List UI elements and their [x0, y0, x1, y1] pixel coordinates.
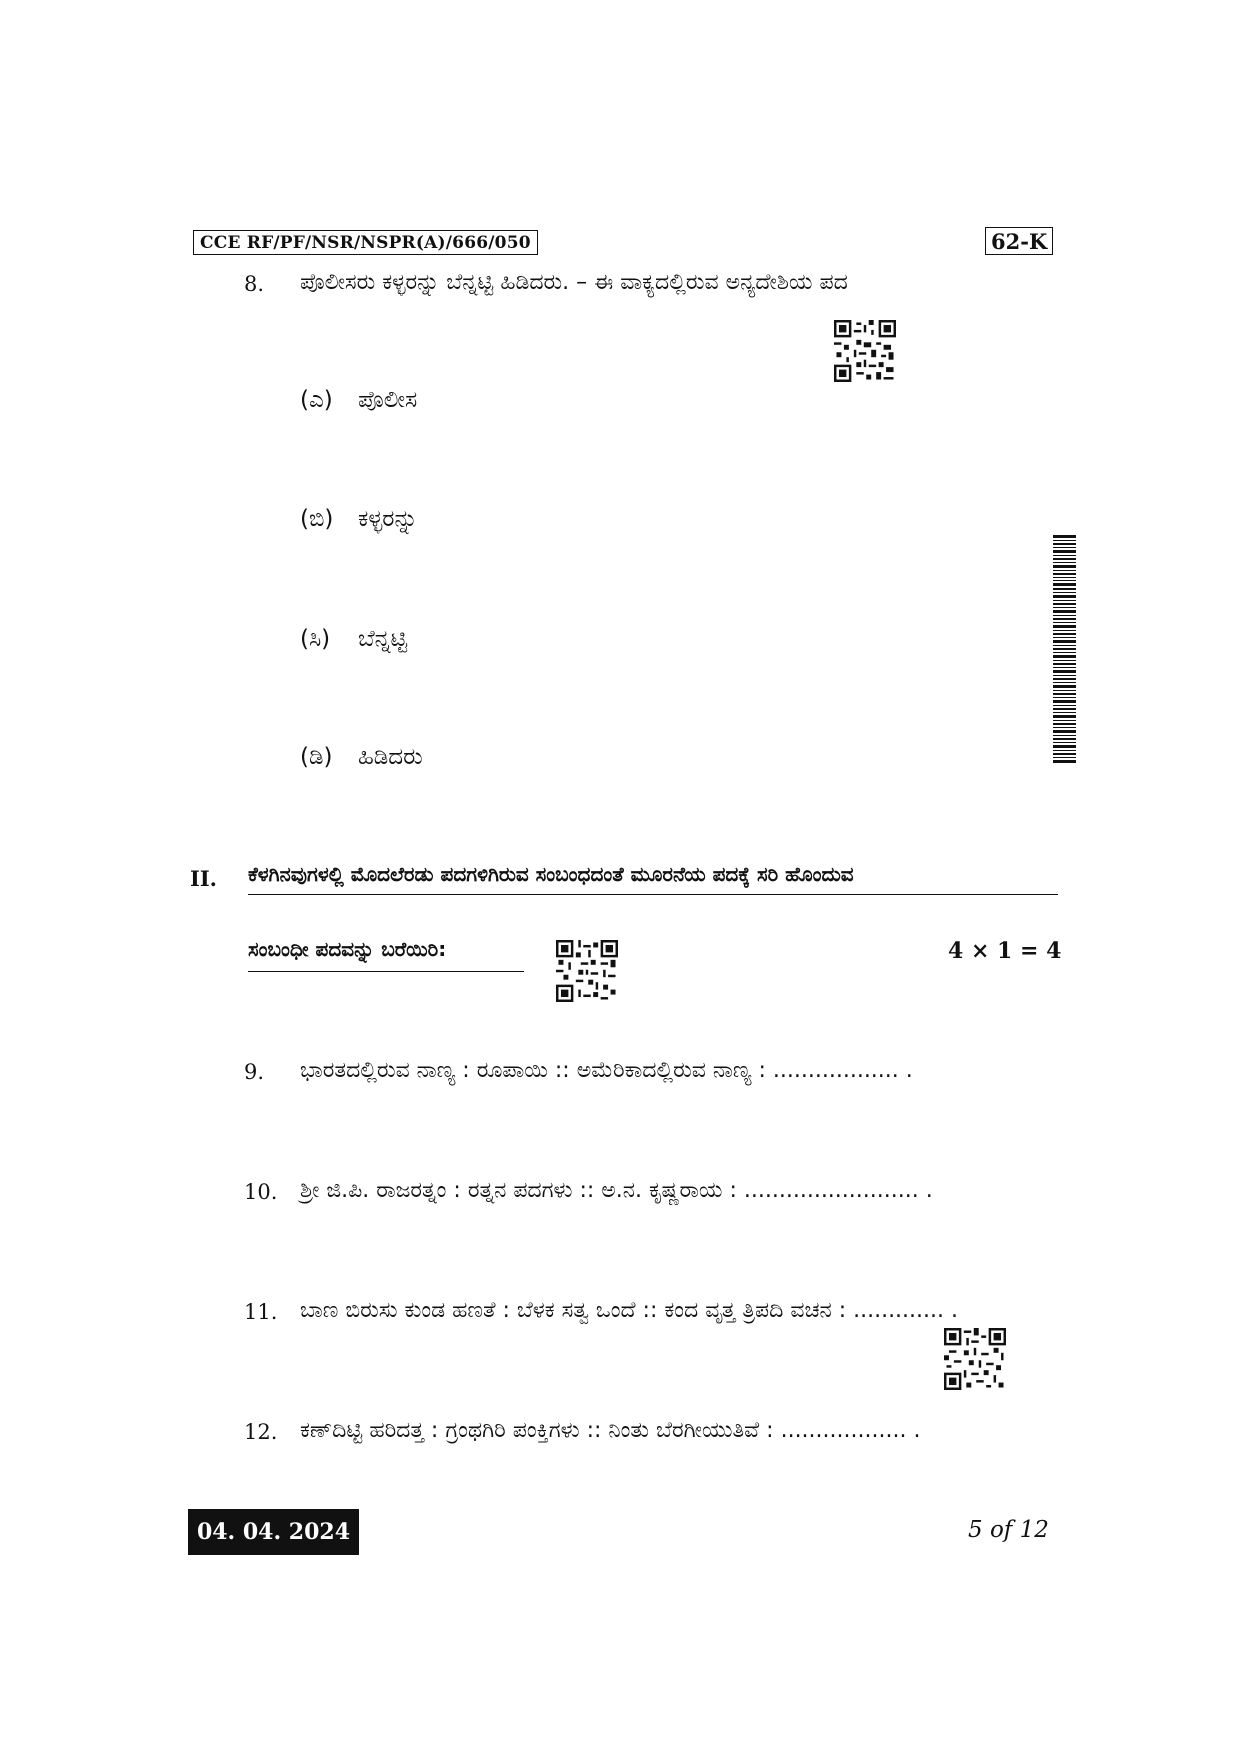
- option-c-text: ಬೆನ್ನಟ್ಟಿ: [358, 626, 408, 652]
- section-marks: 4 × 1 = 4: [948, 938, 1062, 964]
- option-a-label: (ಎ): [300, 387, 333, 413]
- question-12-number: 12.: [244, 1420, 278, 1444]
- question-10-number: 10.: [244, 1180, 278, 1204]
- question-11-text: ಬಾಣ ಬಿರುಸು ಕುಂಡ ಹಣತೆ : ಬೆಳಕ ಸತ್ವ ಒಂದೆ :: ಕಂದ ವೃತ್ತ ತ್ರಿಪದಿ ವಚನ : ............. .: [300, 1298, 958, 1323]
- question-11-number: 11.: [244, 1300, 278, 1324]
- question-9-number: 9.: [244, 1060, 265, 1084]
- question-9-text: ಭಾರತದಲ್ಲಿರುವ ನಾಣ್ಯ : ರೂಪಾಯಿ :: ಅಮೆರಿಕಾದಲ್ಲಿರುವ ನಾಣ್ಯ : .................. .: [300, 1058, 913, 1083]
- question-10-text: ಶ್ರೀ ಜಿ.ಪಿ. ರಾಜರತ್ನಂ : ರತ್ನನ ಪದಗಳು :: ಅ.ನ. ಕೃಷ್ಣರಾಯ : ......................... .: [300, 1178, 933, 1203]
- barcode-icon: [1053, 535, 1076, 765]
- section-instruction-line2: ಸಂಬಂಧೀ ಪದವನ್ನು ಬರೆಯಿರಿ:: [248, 937, 524, 972]
- section-number: II.: [190, 866, 217, 891]
- set-code: 62-K: [991, 229, 1048, 254]
- option-d-label: (ಡಿ): [300, 744, 333, 770]
- qr-code-icon: [556, 940, 618, 1002]
- option-c-label: (ಸಿ): [300, 626, 331, 652]
- exam-code: CCE RF/PF/NSR/NSPR(A)/666/050: [200, 233, 531, 253]
- option-a-text: ಪೊಲೀಸ: [358, 387, 418, 413]
- page-number: 5 of 12: [968, 1517, 1049, 1543]
- question-8-number: 8.: [244, 272, 265, 296]
- option-b-label: (ಬಿ): [300, 506, 334, 532]
- option-d-text: ಹಿಡಿದರು: [358, 744, 423, 770]
- question-12-text: ಕಣ್‌ದಿಟ್ಟಿ ಹರಿದತ್ತ : ಗ್ರಂಥಗಿರಿ ಪಂಕ್ತಿಗಳು :: ನಿಂತು ಬೆರಗೀಯುತಿವೆ : .................. .: [300, 1418, 921, 1443]
- option-b-text: ಕಳ್ಳರನ್ನು: [358, 506, 418, 532]
- set-code-box: [985, 227, 1053, 255]
- question-8-text: ಪೊಲೀಸರು ಕಳ್ಳರನ್ನು ಬೆನ್ನಟ್ಟಿ ಹಿಡಿದರು. – ಈ ವಾಕ್ಯದಲ್ಲಿರುವ ಅನ್ಯದೇಶಿಯ ಪದ: [300, 270, 848, 295]
- section-instruction-line1: ಕೆಳಗಿನವುಗಳಲ್ಲಿ ಮೊದಲೆರಡು ಪದಗಳಿಗಿರುವ ಸಂಬಂಧದಂತೆ ಮೂರನೆಯ ಪದಕ್ಕೆ ಸರಿ ಹೊಂದುವ: [248, 862, 1058, 895]
- qr-code-icon: [944, 1328, 1006, 1390]
- exam-date: 04. 04. 2024: [188, 1509, 359, 1555]
- qr-code-icon: [834, 320, 896, 382]
- exam-code-box: [193, 230, 538, 255]
